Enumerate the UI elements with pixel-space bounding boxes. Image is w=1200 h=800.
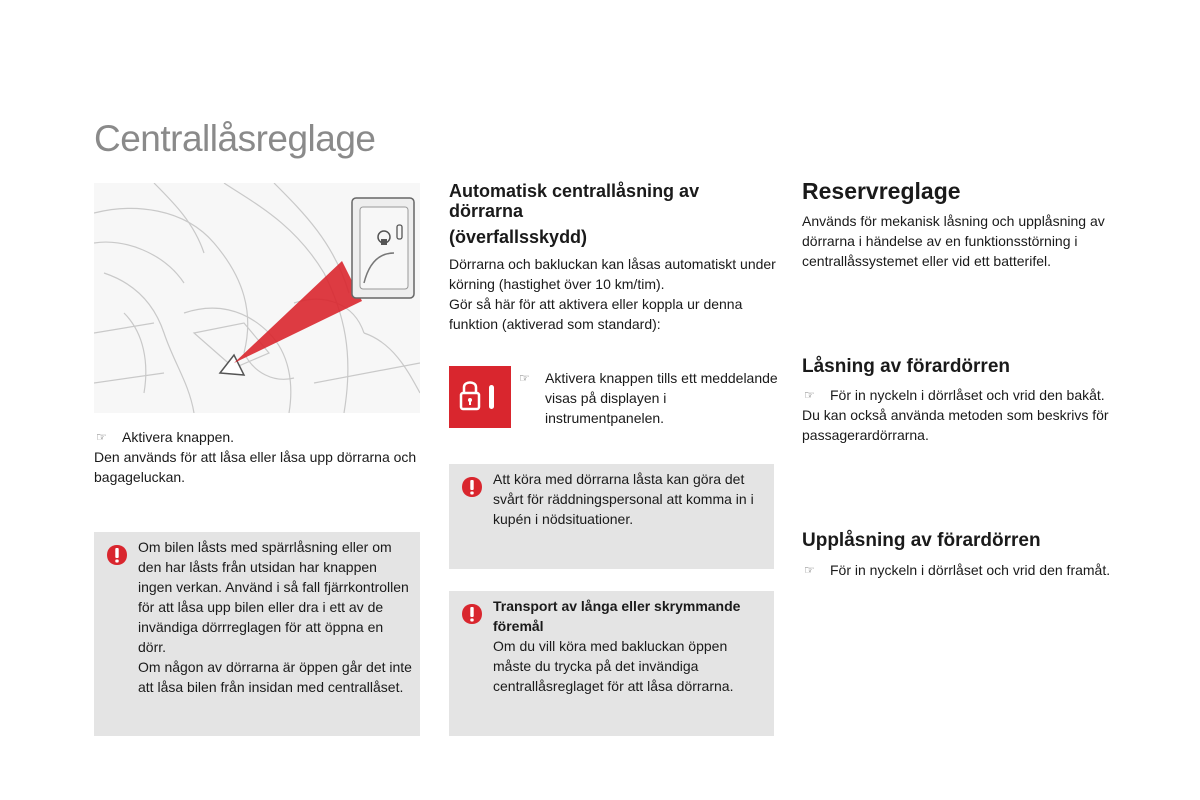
exclamation-warning-icon	[461, 603, 483, 625]
exclamation-warning-icon	[461, 476, 483, 498]
left-warning-box	[94, 532, 420, 736]
backup-control-heading: Reservreglage	[802, 178, 961, 204]
auto-lock-intro-1: Dörrarna och bakluckan kan låsas automatiskt under körning (hastighet över 10 km/tim).	[449, 256, 776, 292]
center-console-illustration	[94, 183, 420, 413]
auto-lock-intro-2: Gör så här för att aktivera eller koppla ur denna funktion (aktiverad som standard):	[449, 296, 743, 332]
unlock-driver-door-section	[802, 560, 1147, 580]
middle-warning-box-1	[449, 464, 774, 569]
unlock-driver-door-bullet	[802, 560, 1147, 580]
unlock-driver-door-bullet-text: För in nyckeln i dörrlåset och vrid den framåt.	[830, 562, 1111, 578]
lock-driver-door-section	[802, 385, 1147, 445]
backup-control-intro: Används för mekanisk låsning och upplåsning av dörrarna i händelse av en funktionsstörning i centrallåssystemet eller vid ett batterifel.	[802, 213, 1105, 269]
transport-warning-text: Om du vill köra med bakluckan öppen måste du trycka på det invändiga centrallåsreglaget för att låsa dörrarna.	[493, 638, 734, 694]
lock-driver-door-heading: Låsning av förardörren	[802, 356, 1010, 377]
unlock-driver-door-heading: Upplåsning av förardörren	[802, 530, 1041, 551]
lock-driver-door-bullet-text: För in nyckeln i dörrlåset och vrid den bakåt.	[830, 387, 1105, 403]
lock-driver-door-bullet	[802, 385, 1147, 405]
auto-lock-heading-line2: (överfallsskydd)	[449, 227, 588, 247]
left-warning-paragraph-2: Om någon av dörrarna är öppen går det inte att låsa bilen från insidan med centrallåset.	[138, 659, 412, 695]
left-bullet	[94, 427, 424, 447]
middle-warning-box-2	[449, 591, 774, 736]
left-text: Den används för att låsa eller låsa upp dörrarna och bagageluckan.	[94, 449, 417, 485]
lock-driver-door-text: Du kan också använda metoden som beskrivs för passagerardörrarna.	[802, 407, 1109, 443]
middle-warning-text-2	[493, 596, 769, 696]
finger-pointer-icon: ☞	[96, 430, 107, 444]
auto-lock-bullet	[517, 368, 779, 428]
central-lock-button-icon	[449, 366, 511, 428]
page-title: Centrallåsreglage	[94, 118, 376, 159]
finger-pointer-icon: ☞	[804, 563, 815, 577]
left-warning-paragraph-1: Om bilen låsts med spärrlåsning eller om den har låsts från utsidan har knappen ingen verkan. Använd i så fall fjärrkontrollen för att låsa upp bilen eller dra i ett av de invändiga dörrreglagen för att öppna en dörr.	[138, 539, 409, 655]
auto-lock-bullet-line	[517, 368, 779, 428]
left-warning-text	[138, 537, 414, 697]
auto-lock-heading	[449, 181, 769, 247]
middle-warning-text-1: Att köra med dörrarna låsta kan göra det svårt för räddningspersonal att komma in i kupén i nödsituationer.	[493, 471, 754, 527]
transport-warning-title: Transport av långa eller skrymmande föremål	[493, 598, 741, 634]
auto-lock-intro	[449, 254, 779, 334]
left-bullet-text: Aktivera knappen.	[122, 429, 235, 445]
finger-pointer-icon: ☞	[804, 388, 815, 402]
exclamation-warning-icon	[106, 544, 128, 566]
auto-lock-heading-line1: Automatisk centrallåsning av dörrarna	[449, 181, 700, 221]
finger-pointer-icon: ☞	[519, 371, 530, 385]
left-description	[94, 427, 424, 487]
auto-lock-bullet-text: Aktivera knappen tills ett meddelande visas på displayen i instrumentpanelen.	[545, 370, 778, 426]
